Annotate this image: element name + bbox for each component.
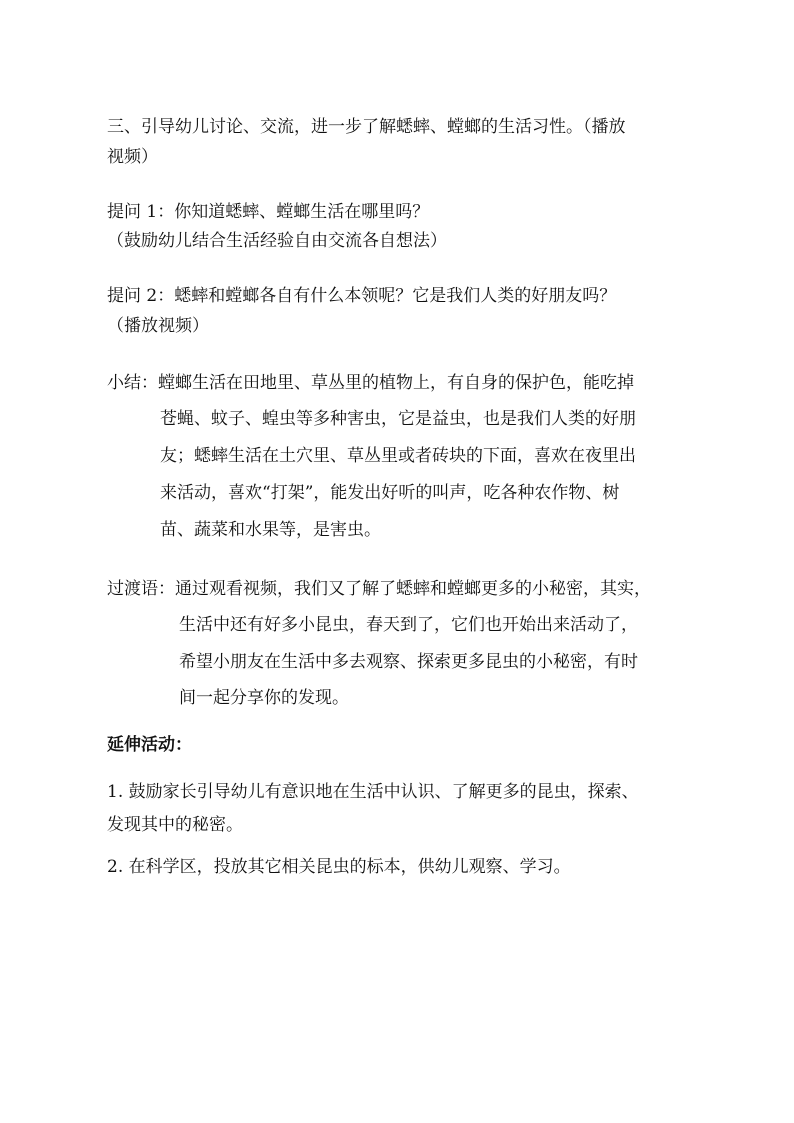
question2-line1: 提问 2：蟋蟀和螳螂各自有什么本领呢？它是我们人类的好朋友吗？	[107, 286, 617, 306]
section-heading-line2: 视频）	[107, 147, 158, 167]
transition-line2: 生活中还有好多小昆虫，春天到了，它们也开始出来活动了，	[179, 615, 638, 635]
transition-line4: 间一起分享你的发现。	[179, 688, 349, 708]
question1-line2: （鼓励幼儿结合生活经验自由交流各自想法）	[107, 231, 447, 251]
summary-line1: 小结：螳螂生活在田地里、草丛里的植物上，有自身的保护色，能吃掉	[107, 373, 634, 393]
extension-item2: 2. 在科学区，投放其它相关昆虫的标本，供幼儿观察、学习。	[107, 857, 571, 877]
summary-line3: 友；蟋蟀生活在土穴里、草丛里或者砖块的下面，喜欢在夜里出	[160, 446, 636, 466]
transition-line1: 过渡语：通过观看视频，我们又了解了蟋蟀和螳螂更多的小秘密，其实，	[107, 579, 651, 599]
section-heading-line1: 三、引导幼儿讨论、交流，进一步了解蟋蟀、螳螂的生活习性。（播放	[107, 117, 626, 137]
summary-line2: 苍蝇、蚊子、蝗虫等多种害虫，它是益虫，也是我们人类的好朋	[160, 409, 636, 429]
question1-line1: 提问 1：你知道蟋蟀、螳螂生活在哪里吗？	[107, 202, 430, 222]
extension-item1-line2: 发现其中的秘密。	[107, 815, 243, 835]
extension-heading: 延伸活动：	[107, 735, 192, 755]
transition-line3: 希望小朋友在生活中多去观察、探索更多昆虫的小秘密，有时	[179, 652, 638, 672]
question2-line2: （播放视频）	[107, 316, 209, 336]
summary-line5: 苗、蔬菜和水果等，是害虫。	[160, 520, 381, 540]
extension-item1-line1: 1. 鼓励家长引导幼儿有意识地在生活中认识、了解更多的昆虫，探索、	[107, 782, 639, 802]
summary-line4: 来活动，喜欢“打架”，能发出好听的叫声，吃各种农作物、树	[160, 483, 620, 503]
